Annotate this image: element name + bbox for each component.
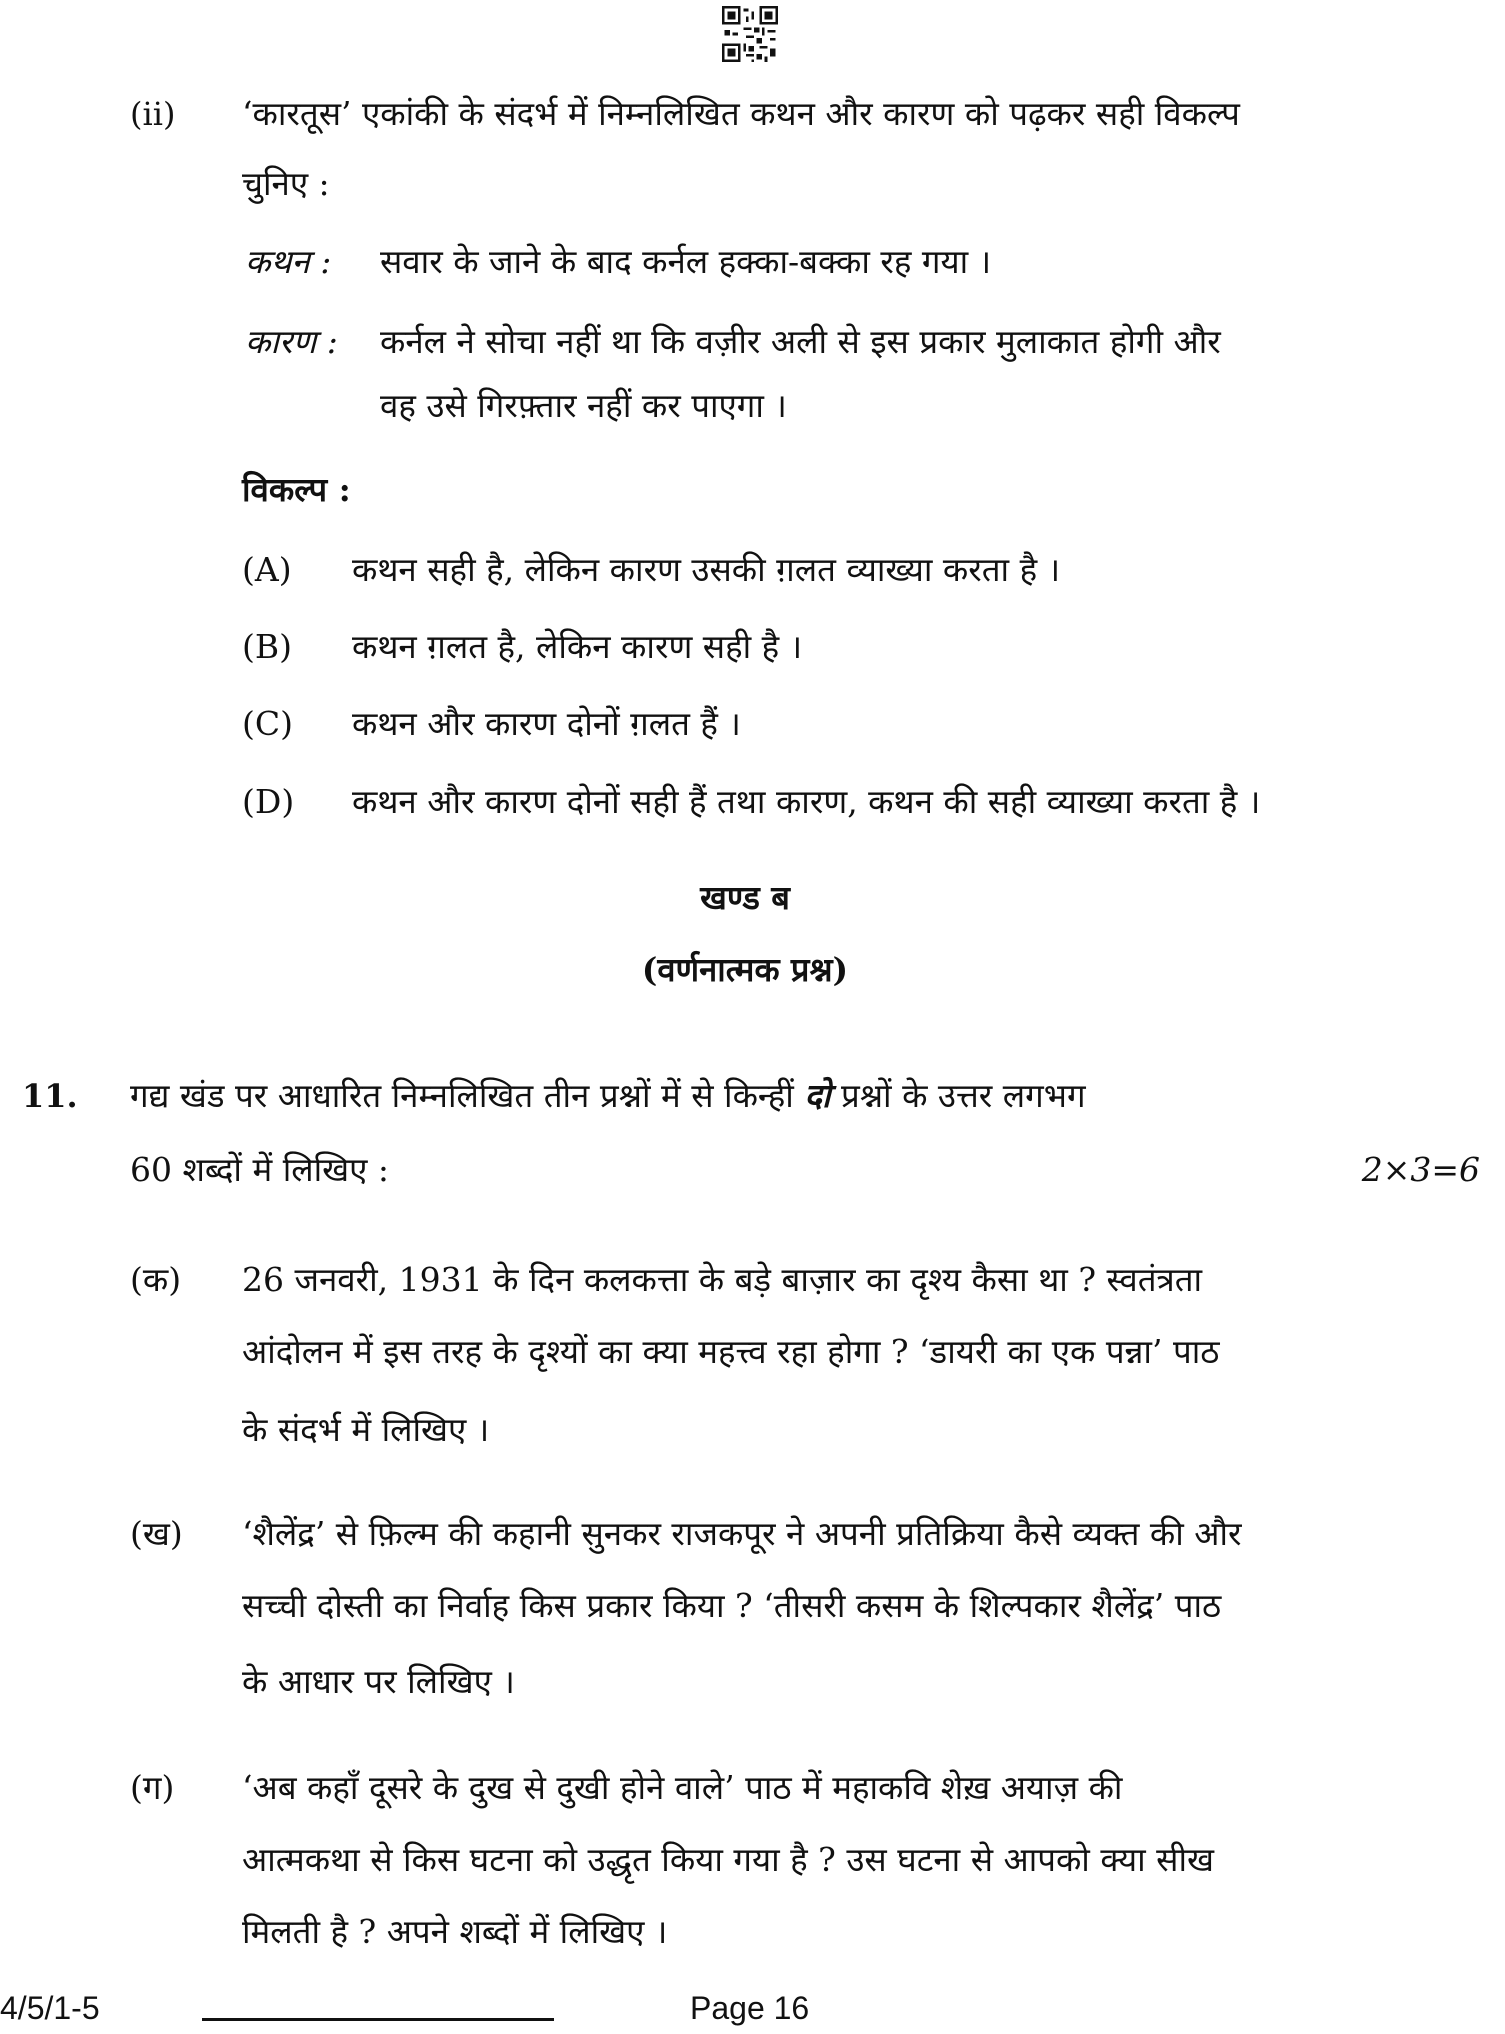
page-number: Page 16 bbox=[690, 1990, 810, 2026]
instruction-text: गद्य खंड पर आधारित निम्नलिखित तीन प्रश्नों में से किन्हीं bbox=[130, 1076, 794, 1115]
question-number: (ii) bbox=[130, 95, 176, 133]
instruction-emphasis: दो bbox=[804, 1076, 831, 1115]
footer-divider bbox=[202, 2018, 554, 2021]
qr-code-icon bbox=[722, 6, 778, 62]
reason-label: कारण : bbox=[245, 322, 338, 361]
option-text: कथन और कारण दोनों ग़लत हैं । bbox=[352, 704, 741, 743]
sub-question-line: आत्मकथा से किस घटना को उद्धृत किया गया है ? उस घटना से आपको क्या सीख bbox=[242, 1840, 1215, 1879]
sub-question-key: (ख) bbox=[130, 1514, 183, 1553]
sub-question-line: ‘शैलेंद्र’ से फ़िल्म की कहानी सुनकर राजकपूर ने अपनी प्रतिक्रिया कैसे व्यक्त की और bbox=[242, 1514, 1242, 1553]
sub-question-line: के आधार पर लिखिए । bbox=[242, 1662, 515, 1701]
question-prompt-line-2: चुनिए : bbox=[242, 164, 330, 203]
option-key: (C) bbox=[242, 704, 293, 743]
option-text: कथन और कारण दोनों सही हैं तथा कारण, कथन की सही व्याख्या करता है । bbox=[352, 782, 1261, 821]
reason-text-line-2: वह उसे गिरफ़्तार नहीं कर पाएगा । bbox=[380, 386, 787, 425]
paper-code: 4/5/1-5 bbox=[0, 1990, 100, 2026]
option-text: कथन सही है, लेकिन कारण उसकी ग़लत व्याख्या करता है । bbox=[352, 550, 1061, 589]
sub-question-key: (क) bbox=[130, 1260, 182, 1299]
sub-question-key: (ग) bbox=[130, 1768, 175, 1807]
section-title: खण्ड ब bbox=[700, 878, 790, 917]
sub-question-line: आंदोलन में इस तरह के दृश्यों का क्या महत्त्व रहा होगा ? ‘डायरी का एक पन्ना’ पाठ bbox=[242, 1332, 1220, 1371]
option-key: (A) bbox=[242, 550, 292, 589]
question-instruction-line-2: 60 शब्दों में लिखिए : bbox=[130, 1150, 390, 1189]
question-number: 11. bbox=[22, 1077, 78, 1115]
sub-question-line: 26 जनवरी, 1931 के दिन कलकत्ता के बड़े बाज़ार का दृश्य कैसा था ? स्वतंत्रता bbox=[242, 1260, 1203, 1299]
question-prompt-line-1: ‘कारतूस’ एकांकी के संदर्भ में निम्नलिखित कथन और कारण को पढ़कर सही विकल्प bbox=[242, 94, 1240, 133]
option-key: (B) bbox=[242, 627, 292, 666]
instruction-text-cont: प्रश्नों के उत्तर लगभग bbox=[840, 1076, 1086, 1115]
sub-question-line: सच्ची दोस्ती का निर्वाह किस प्रकार किया ? ‘तीसरी कसम के शिल्पकार शैलेंद्र’ पाठ bbox=[242, 1586, 1222, 1625]
option-text: कथन ग़लत है, लेकिन कारण सही है । bbox=[352, 627, 803, 666]
options-heading: विकल्प : bbox=[242, 470, 351, 509]
reason-text-line-1: कर्नल ने सोचा नहीं था कि वज़ीर अली से इस प्रकार मुलाकात होगी और bbox=[380, 322, 1221, 361]
question-instruction-line-1 bbox=[130, 1074, 1086, 1118]
assertion-label: कथन : bbox=[245, 242, 332, 281]
marks: 2×3=6 bbox=[1361, 1150, 1480, 1189]
sub-question-line: ‘अब कहाँ दूसरे के दुख से दुखी होने वाले’ पाठ में महाकवि शेख़ अयाज़ की bbox=[242, 1768, 1123, 1807]
assertion-text: सवार के जाने के बाद कर्नल हक्का-बक्का रह गया । bbox=[380, 242, 992, 281]
option-key: (D) bbox=[242, 782, 295, 821]
section-subtitle: (वर्णनात्मक प्रश्न) bbox=[641, 950, 849, 989]
sub-question-line: के संदर्भ में लिखिए । bbox=[242, 1410, 490, 1449]
sub-question-line: मिलती है ? अपने शब्दों में लिखिए । bbox=[242, 1912, 668, 1951]
